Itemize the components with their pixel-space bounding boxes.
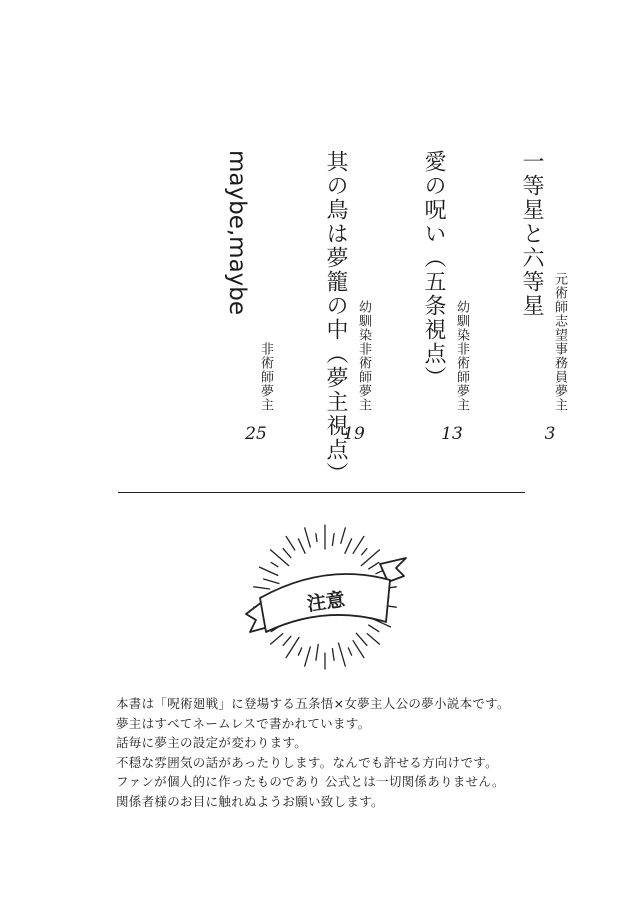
emblem-label: 注意 [305,588,347,616]
toc-title: 其の鳥は夢籠の中（夢主視点） [323,150,348,486]
toc-title: 一等星と六等星 [519,150,544,318]
notice-line: 関係者様のお目に触れぬようお願い致します。 [116,793,384,809]
section-divider [118,492,525,493]
toc-entry-1[interactable] [480,0,580,450]
toc-title: maybe,maybe [224,150,250,316]
notice-line: ファンが個人的に作ったものであり 公式とは一切関係ありません。 [116,774,505,789]
toc-entry-3[interactable] [284,0,384,486]
notice-line: 不穏な雰囲気の話があったりします。なんでも許せる方向けです。 [116,754,498,770]
toc-entry-2[interactable] [382,0,482,450]
toc-title: 愛の呪い（五条視点） [421,150,446,390]
toc-page-number: 3 [544,424,556,444]
toc-note: 非術師夢主 [258,342,273,412]
notice-block [116,694,616,811]
toc-page-number: 13 [441,424,463,444]
toc-note: 元術師志望事務員夢主 [552,272,567,412]
toc-note: 幼馴染非術師夢主 [356,300,371,412]
notice-line: 本書は「呪術廻戦」に登場する五条悟×女夢主人公の夢小説本です。 [116,696,510,711]
toc-entry-4[interactable] [186,0,286,450]
notice-emblem [240,522,410,672]
toc-page-number: 25 [245,424,267,444]
notice-line: 夢主はすべてネームレスで書かれています。 [116,715,371,731]
toc-note: 幼馴染非術師夢主 [454,300,469,412]
toc-page-number: 19 [343,424,365,444]
notice-line: 話毎に夢主の設定が変わります。 [116,735,308,750]
